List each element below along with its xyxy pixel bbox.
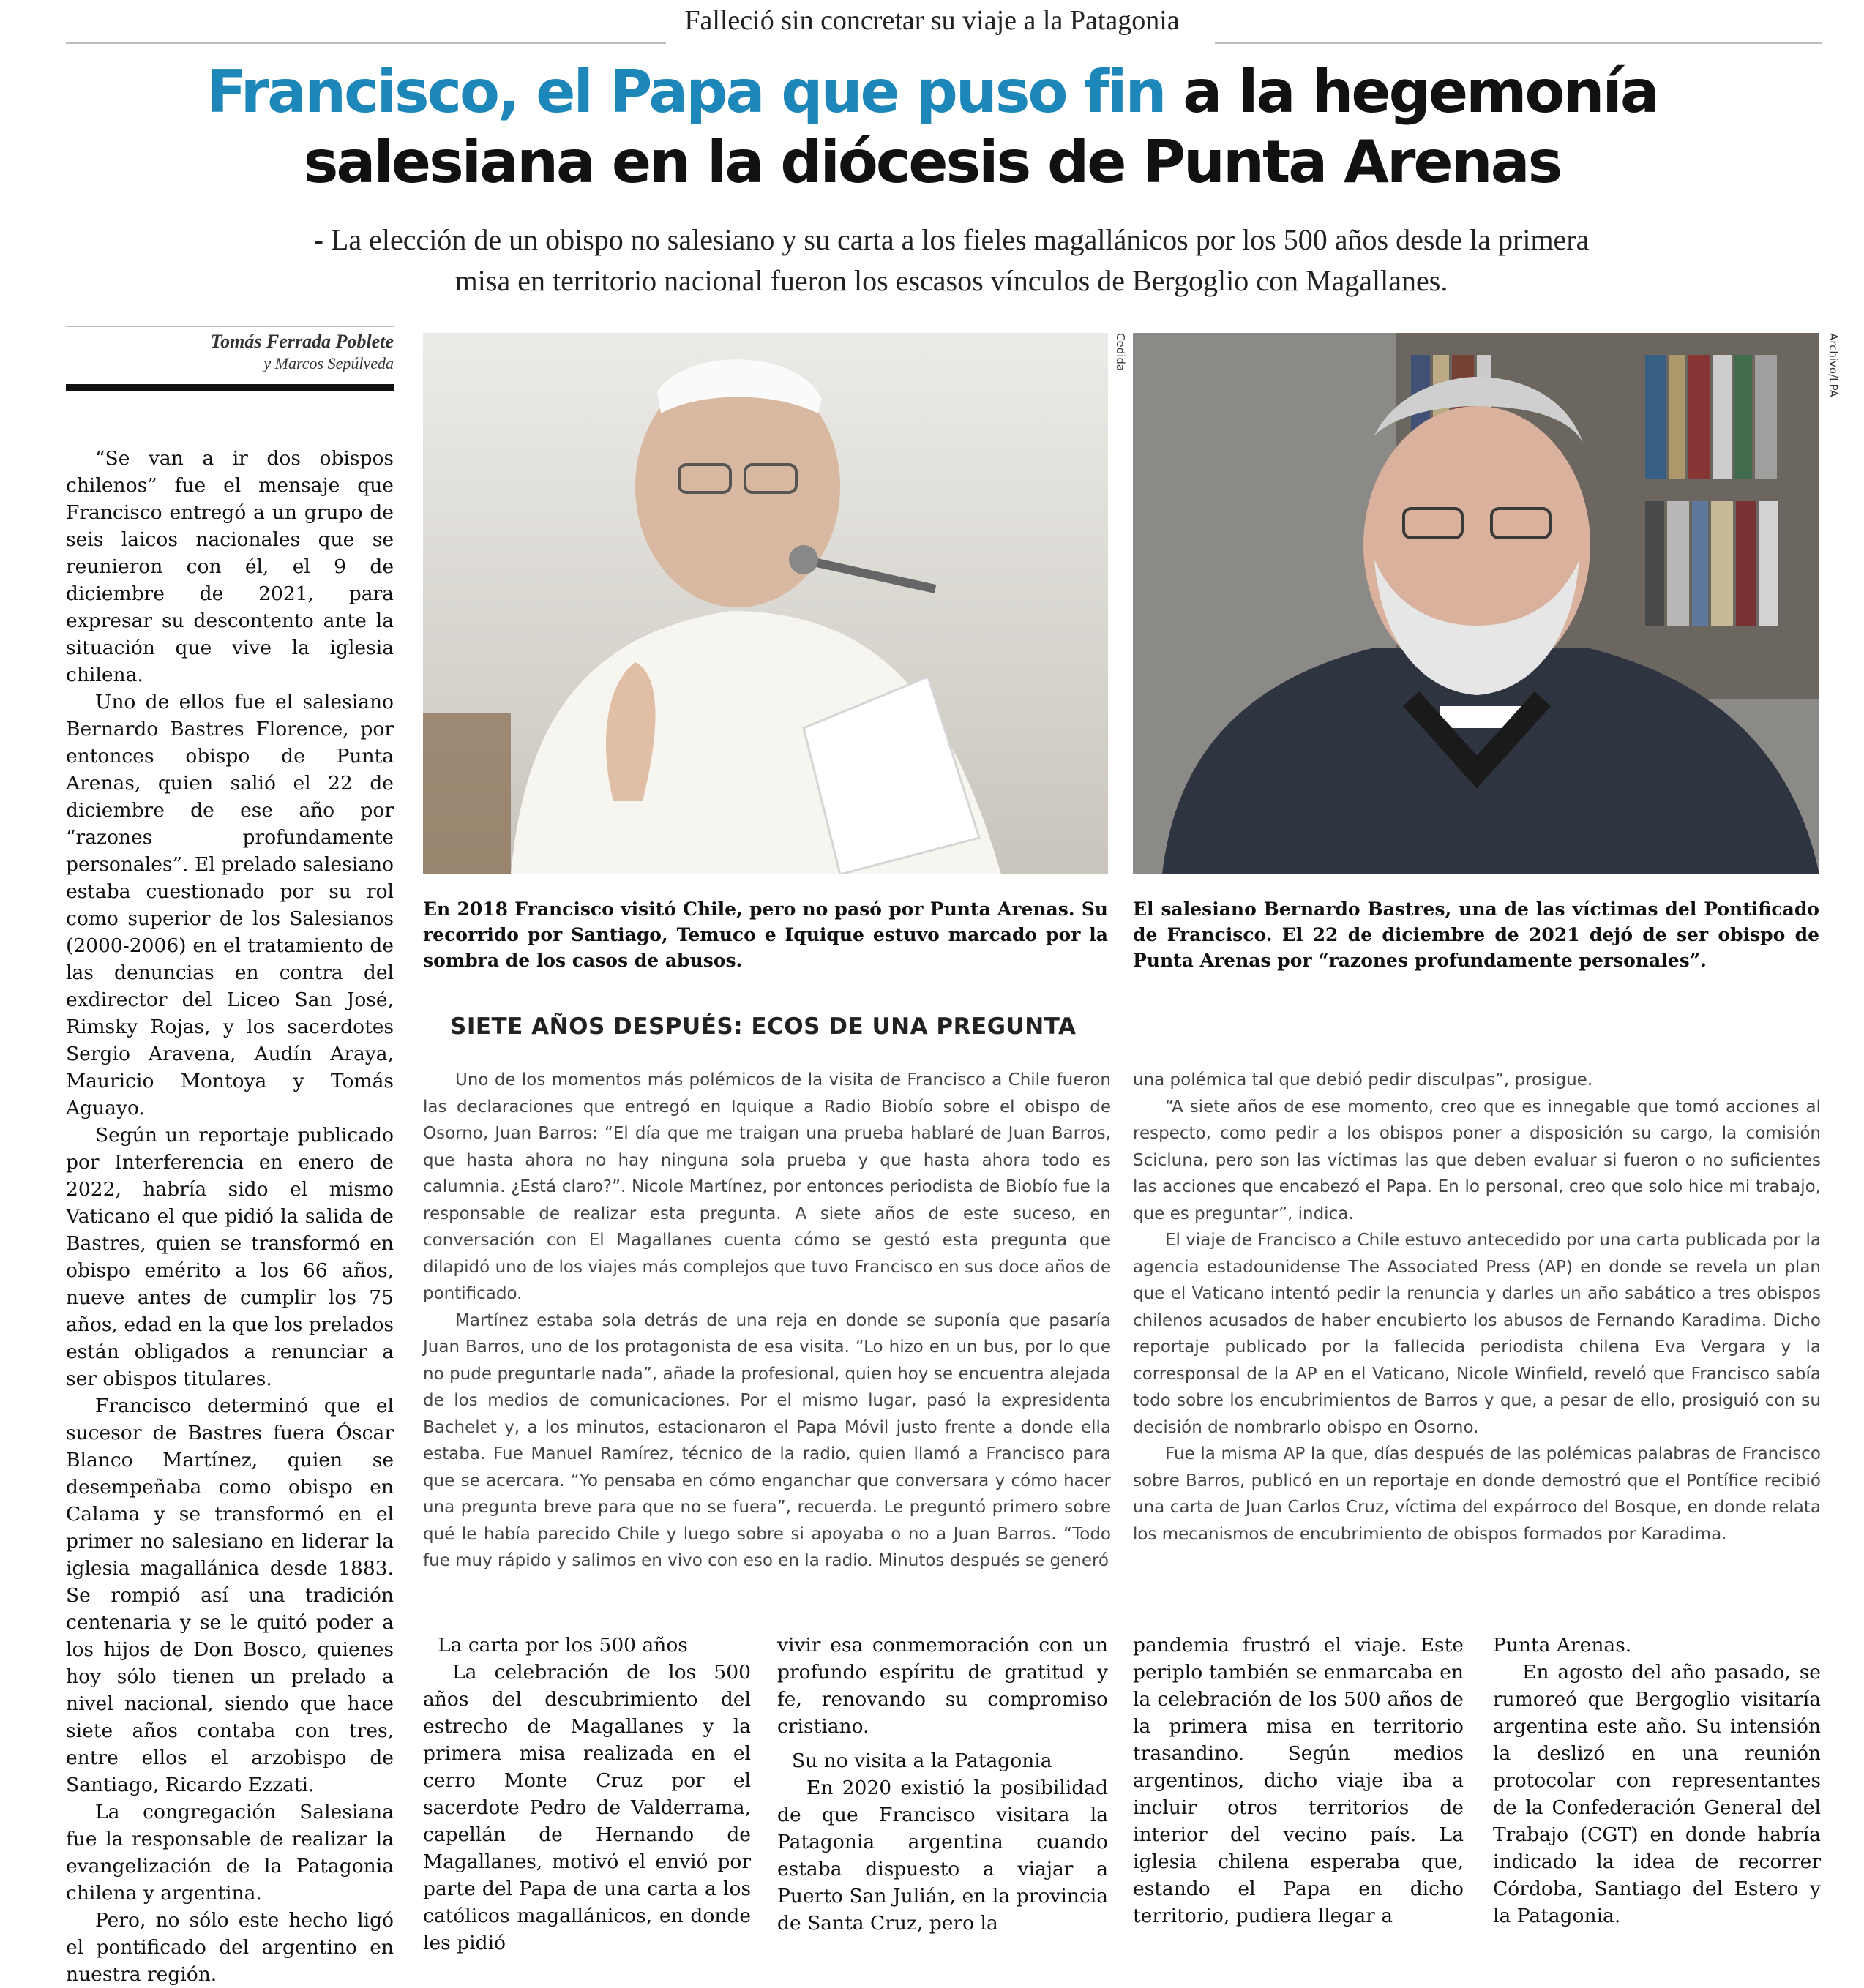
bastres-image	[1133, 333, 1819, 874]
siete-paragraph: El viaje de Francisco a Chile estuvo antecedido por una carta publicada por la agencia estadounidense The Associated Press (AP) en donde se revela un plan que el Vaticano intentó pedir la renuncia y darles un año sabático a tres obispos chilenos acusados de haber encubierto los abusos de Fernando Karadima. Dicho reportaje publicado por la fallecida periodista chilena Eva Vergara y la corresponsal de la AP en el Vaticano, Nicole Winfield, reveló que Francisco sabía todo sobre los encubrimientos de Barros y que, a pesar de ello, prosiguió con su decisión de nombrarlo obispo en Osorno.	[1133, 1231, 1821, 1437]
pope-image	[423, 333, 1108, 874]
carta-subtitle: La carta por los 500 años	[438, 1634, 688, 1657]
bastres-photo	[1133, 333, 1819, 874]
left-column	[66, 445, 394, 1988]
headline	[44, 57, 1820, 198]
headline-rest: a la hegemonía	[1164, 58, 1658, 126]
siete-paragraph: una polémica tal que debió pedir disculpas”, prosigue.	[1133, 1070, 1593, 1089]
patagonia-subtitle: Su no visita a la Patagonia	[792, 1749, 1052, 1772]
kicker: Falleció sin concretar su viaje a la Patagonia	[684, 5, 1180, 36]
section-heading: SIETE AÑOS DESPUÉS: ECOS DE UNA PREGUNTA	[450, 1013, 1077, 1040]
left-paragraph: “Se van a ir dos obispos chilenos” fue el mensaje que Francisco entregó a un grupo de seis laicos nacionales que se reunieron con él, el 9 de diciembre de 2021, para expresar su descontento ante la situación que vive la iglesia chilena.	[66, 447, 394, 686]
bastres-photo-credit: Archivo/LPA	[1827, 333, 1840, 397]
left-paragraph: Francisco determinó que el sucesor de Bastres fuera Óscar Blanco Martínez, quien se desempeñaba como obispo en Calama y se transformó en el primer no salesiano en liderar la iglesia magallánica desde 1883. Se rompió así una tradición centenaria y se le quitó poder a los hijos de Don Bosco, quienes hoy sólo tienen un prelado a nivel nacional, siendo que hace siete años contaba con tres, entre ellos el arzobispo de Santiago, Ricardo Ezzati.	[66, 1395, 394, 1796]
bottom-col-3	[1133, 1632, 1464, 1929]
siete-column-a	[423, 1067, 1111, 1575]
bottom-col-2	[777, 1632, 1108, 1937]
siete-paragraph: Fue la misma AP la que, días después de las polémicas palabras de Francisco sobre Barros, publicó en un reportaje en donde demostró que el Pontífice recibió una carta de Juan Carlos Cruz, víctima del expárroco del Bosque, en donde relata los mecanismos de encubrimiento de obispos formados por Karadima.	[1133, 1444, 1821, 1544]
top-rule-left	[66, 42, 666, 44]
left-paragraph: Uno de ellos fue el salesiano Bernardo Bastres Florence, por entonces obispo de Punta Arenas, quien salió el 22 de diciembre de ese año por “razones profundamente personales”. El prelado salesiano estaba cuestionado por su rol como superior de los Salesianos (2000-2006) en el tratamiento de las denuncias en contra del exdirector del Liceo San José, Rimsky Rojas, y los sacerdotes Sergio Aravena, Audín Araya, Mauricio Montoya y Tomás Aguayo.	[66, 691, 394, 1119]
pope-photo	[423, 333, 1108, 874]
byline	[66, 331, 394, 373]
bottom-paragraph: vivir esa conmemoración con un profundo espíritu de gratitud y fe, renovando su compromiso cristiano.	[777, 1634, 1108, 1738]
bastres-caption: El salesiano Bernardo Bastres, una de las víctimas del Pontificado de Francisco. El 22 de diciembre de 2021 dejó de ser obispo de Punta Arenas por “razones profundamente personales”.	[1133, 899, 1819, 971]
byline-bar	[66, 384, 394, 391]
left-paragraph: Según un reportaje publicado por Interferencia en enero de 2022, habría sido el mismo Vaticano el que pidió la salida de Bastres, quien se transformó en obispo emérito a los 66 años, nueve antes de cumplir los 75 años, edad en la que los prelados están obligados a renunciar a ser obispos titulares.	[66, 1124, 394, 1390]
left-paragraph: Pero, no sólo este hecho ligó el pontificado del argentino en nuestra región.	[66, 1909, 394, 1986]
bottom-paragraph: Punta Arenas.	[1493, 1634, 1632, 1657]
bottom-col-1	[423, 1632, 751, 1957]
bottom-paragraph: La celebración de los 500 años del descubrimiento del estrecho de Magallanes y la primera misa realizada en el cerro Monte Cruz por el sacerdote Pedro de Valderrama, capellán de Hernando de Magallanes, motivó el envió por parte del Papa de una carta a los católicos magallánicos, en donde les pidió	[423, 1661, 751, 1954]
headline-accent: Francisco, el Papa que puso fin	[206, 58, 1165, 126]
siete-paragraph: Uno de los momentos más polémicos de la visita de Francisco a Chile fueron las declaraciones que entregó en Iquique a Radio Biobío sobre el obispo de Osorno, Juan Barros: “El día que me traigan una prueba hablaré de Juan Barros, que hasta ahora no hay ninguna sola prueba y que hasta ahora todo es calumnia. ¿Está claro?”. Nicole Martínez, por entonces periodista de Biobío fue la responsable de realizar esta pregunta. A siete años de este suceso, en conversación con El Magallanes cuenta cómo se gestó esta pregunta que dilapidó uno de los viajes más complejos que tuvo Francisco en sus doce años de pontificado.	[423, 1070, 1111, 1303]
siete-column-b	[1133, 1067, 1821, 1548]
siete-paragraph: “A siete años de ese momento, creo que es innegable que tomó acciones al respecto, como pedir a los obispos poner a disposición su cargo, la comisión Scicluna, pero son las víctimas las que deben evaluar si fueron o no suficientes las acciones que encabezó el Papa. En lo personal, creo que solo hice mi trabajo, que es preguntar”, indica.	[1133, 1097, 1821, 1223]
left-paragraph: La congregación Salesiana fue la responsable de realizar la evangelización de la Patagonia chilena y argentina.	[66, 1801, 394, 1905]
bottom-paragraph: pandemia frustró el viaje. Este periplo también se enmarcaba en la celebración de los 500 años de la primera misa en territorio trasandino. Según medios argentinos, dicho viaje iba a incluir otros territorios de interior del vecino país. La iglesia chilena esperaba que, estando el Papa en dicho territorio, pudiera llegar a	[1133, 1634, 1464, 1927]
headline-line2: salesiana en la diócesis de Punta Arenas	[303, 128, 1561, 196]
bottom-col-4	[1493, 1632, 1821, 1929]
byline-author: Tomás Ferrada Poblete	[210, 331, 394, 352]
byline-coauthor: y Marcos Sepúlveda	[263, 354, 394, 372]
pope-caption: En 2018 Francisco visitó Chile, pero no pasó por Punta Arenas. Su recorrido por Santiago, Temuco e Iquique estuvo marcado por la sombra de los casos de abusos.	[423, 899, 1108, 971]
pope-photo-credit: Cedida	[1114, 333, 1127, 372]
siete-paragraph: Martínez estaba sola detrás de una reja en donde se suponía que pasaría Juan Barros, uno de los protagonista de esa visita. “Lo hizo en un bus, por lo que no pude preguntarle nada”, añade la profesional, quien hoy se encuentra alejada de los medios de comunicaciones. Por el mismo lugar, pasó la expresidenta Bachelet y, a los minutos, estacionaron el Papa Móvil justo frente a donde ella estaba. Fue Manuel Ramírez, técnico de la radio, quien llamó a Francisco para que se acercara. “Yo pensaba en cómo enganchar que conversara y cómo hacer una pregunta breve para que no se fuera”, recuerda. Le preguntó primero sobre qué le había parecido Chile y luego sobre si apoyaba o no a Juan Barros. “Todo fue muy rápido y salimos en vivo con eso en la radio. Minutos después se generó	[423, 1310, 1111, 1570]
bottom-paragraph: En agosto del año pasado, se rumoreó que Bergoglio visitaría argentina este año. Su intensión la deslizó en una reunión protocolar con representantes de la Confederación General del Trabajo (CGT) en donde habría indicado la idea de recorrer Córdoba, Santiago del Estero y la Patagonia.	[1493, 1661, 1821, 1927]
subhead: - La elección de un obispo no salesiano y su carta a los fieles magallánicos por los 500 años desde la primera misa en territorio nacional fueron los escasos vínculos de Bergoglio con Magallanes.	[313, 223, 1590, 297]
top-rule-right	[1215, 42, 1822, 44]
bottom-paragraph: En 2020 existió la posibilidad de que Francisco visitara la Patagonia argentina cuando estaba dispuesto a viajar a Puerto San Julián, en la provincia de Santa Cruz, pero la	[777, 1777, 1108, 1935]
byline-rule	[66, 326, 394, 327]
